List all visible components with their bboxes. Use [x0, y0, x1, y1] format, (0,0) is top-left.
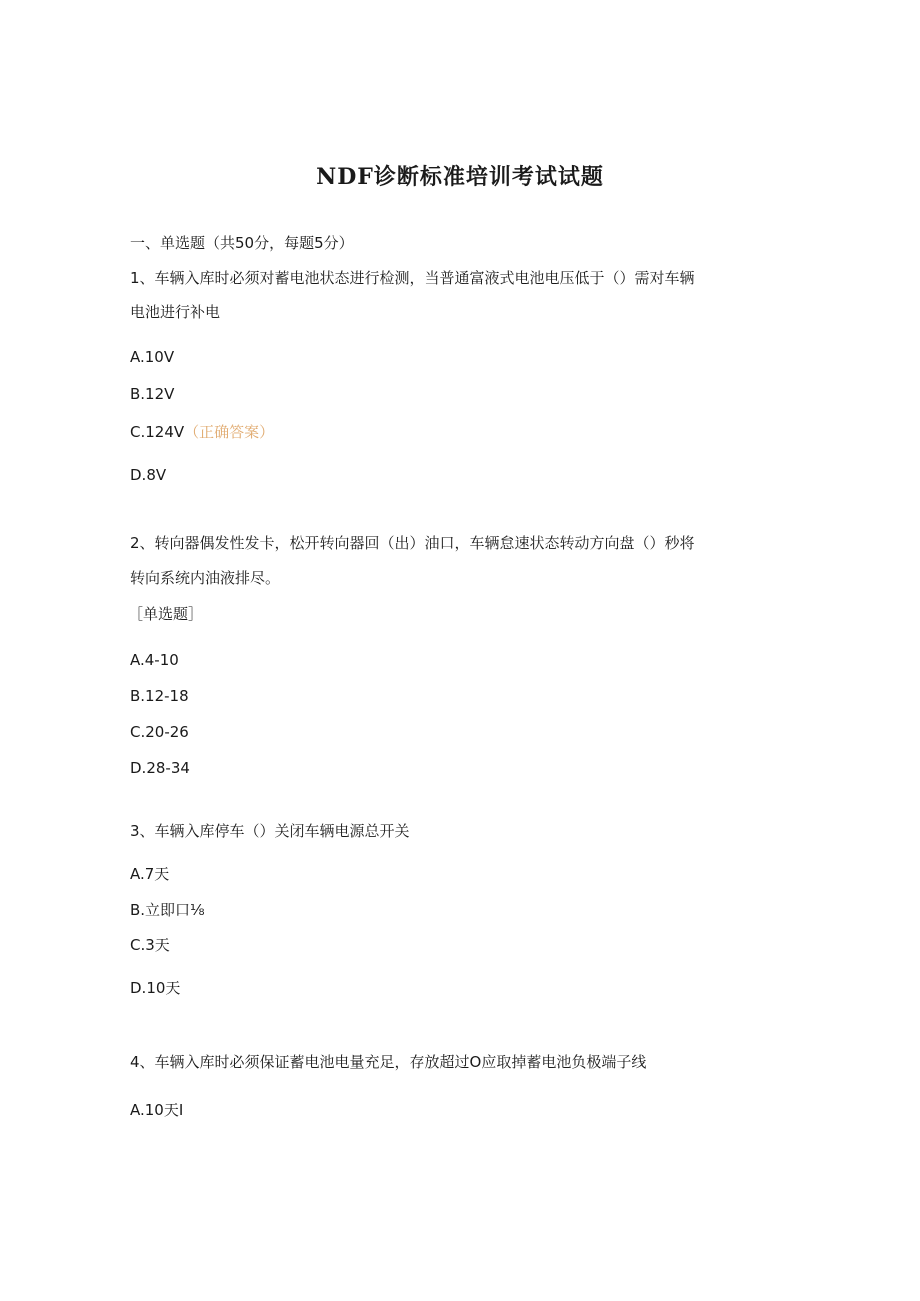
question-3-option-b: B.立即口⅛ [130, 901, 205, 919]
page-title: NDF诊断标准培训考试试题 [316, 164, 604, 190]
question-2-option-b: B.12-18 [130, 687, 189, 705]
question-2-type-tag: ［单选题］ [128, 605, 204, 623]
question-3-option-d: D.10天 [130, 979, 181, 997]
question-2-option-c: C.20-26 [130, 723, 189, 741]
question-3-stem: 3、车辆入库停车（）关闭车辆电源总开关 [130, 822, 410, 840]
correct-answer-mark: （正确答案） [184, 423, 275, 441]
question-1-option-d: D.8V [130, 466, 167, 484]
question-1-stem-line2: 电池进行补电 [130, 303, 221, 321]
question-2-stem-line1: 2、转向器偶发性发卡，松开转向器回（出）油口，车辆怠速状态转动方向盘（）秒将 [130, 534, 695, 552]
question-1-option-c [130, 422, 274, 442]
question-1-option-c-text: C.124V [130, 423, 185, 441]
question-2-stem-line2: 转向系统内油液排尽。 [130, 569, 281, 587]
question-1-option-b: B.12V [130, 385, 175, 403]
section-heading: 一、单选题（共50分，每题5分） [130, 234, 354, 252]
question-1-option-a: A.10V [130, 348, 175, 366]
question-2-option-d: D.28-34 [130, 759, 190, 777]
question-4-option-a: A.10天I [130, 1101, 184, 1119]
question-2-option-a: A.4-10 [130, 651, 179, 669]
question-3-option-a: A.7天 [130, 865, 170, 883]
question-1-stem-line1: 1、车辆入库时必须对蓄电池状态进行检测，当普通富液式电池电压低于（）需对车辆 [130, 269, 695, 287]
question-4-stem: 4、车辆入库时必须保证蓄电池电量充足，存放超过O应取掉蓄电池负极端子线 [130, 1053, 647, 1071]
question-3-option-c: C.3天 [130, 936, 170, 954]
